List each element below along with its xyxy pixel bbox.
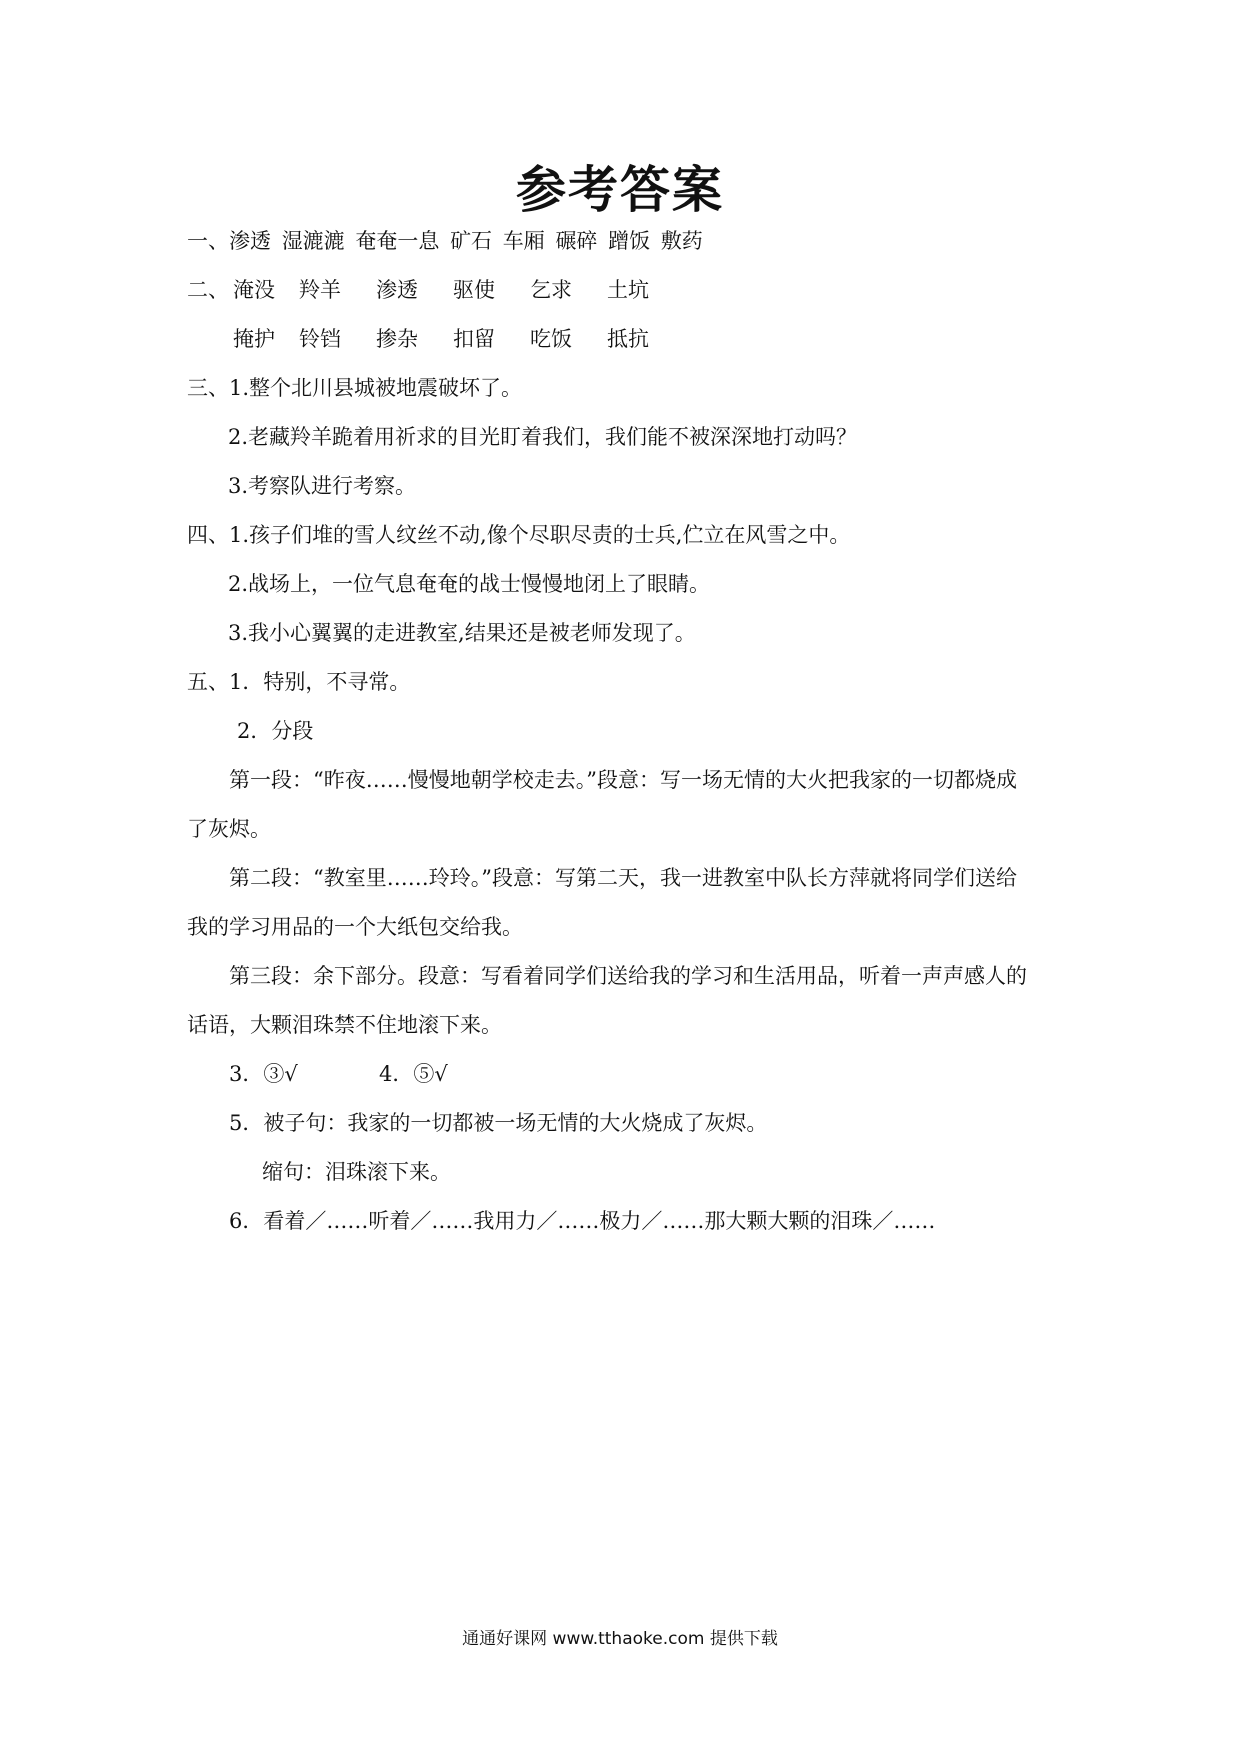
section-2-row-1 (187, 275, 649, 305)
answer-text: 1.整个北川县城被地震破坏了。 (229, 376, 523, 400)
word: 湿漉漉 (281, 229, 345, 253)
section-3-item-2: 2.老藏羚羊跪着用祈求的目光盯着我们，我们能不被深深地打动吗？ (228, 425, 858, 449)
section-3-item-1 (187, 373, 522, 403)
section-4-number: 四、 (187, 523, 229, 547)
page-title: 参考答案 (516, 161, 724, 219)
section-3-number: 三、 (187, 376, 229, 400)
paragraph-1-line-1: 第一段：“昨夜……慢慢地朝学校走去。”段意：写一场无情的大火把我家的一切都烧成 (229, 768, 1017, 792)
word: 渗透 (376, 278, 418, 302)
word: 羚羊 (299, 278, 341, 302)
section-4-item-3: 3.我小心翼翼的走进教室,结果还是被老师发现了。 (228, 621, 696, 645)
word: 土坑 (607, 278, 649, 302)
section-5-item-1 (187, 667, 410, 697)
section-5-item-2: 2．分段 (237, 719, 314, 743)
section-5-number: 五、 (187, 670, 229, 694)
word: 渗透 (229, 229, 271, 253)
paragraph-2-line-2: 我的学习用品的一个大纸包交给我。 (187, 915, 523, 939)
word: 吃饭 (530, 327, 572, 351)
answer-item-4: 4．⑤√ (379, 1062, 448, 1086)
section-1 (187, 226, 703, 256)
word: 敷药 (660, 229, 703, 253)
footer-credit: 通通好课网 www.tthaoke.com 提供下载 (462, 1629, 778, 1649)
word: 淹没 (233, 278, 275, 302)
section-5-item-3-4 (229, 1059, 448, 1089)
word: 蹭饭 (608, 229, 651, 253)
word: 碾碎 (555, 229, 598, 253)
word: 铃铛 (299, 327, 341, 351)
paragraph-3-line-2: 话语，大颗泪珠禁不住地滚下来。 (187, 1013, 502, 1037)
answer-item-3: 3．③√ (229, 1062, 298, 1086)
word: 车厢 (502, 229, 545, 253)
word: 掩护 (233, 327, 275, 351)
paragraph-3-line-1: 第三段：余下部分。段意：写看着同学们送给我的学习和生活用品，听着一声声感人的 (229, 964, 1027, 988)
section-5-item-5-short: 缩句：泪珠滚下来。 (262, 1160, 451, 1184)
section-3-item-3: 3.考察队进行考察。 (228, 474, 417, 498)
paragraph-1-line-2: 了灰烬。 (187, 817, 271, 841)
section-5-item-5: 5．被子句：我家的一切都被一场无情的大火烧成了灰烬。 (229, 1111, 768, 1135)
section-2-row-2 (233, 324, 649, 354)
word: 乞求 (530, 278, 572, 302)
section-4-item-2: 2.战场上，一位气息奄奄的战士慢慢地闭上了眼睛。 (228, 572, 711, 596)
word: 掺杂 (376, 327, 418, 351)
word: 驱使 (453, 278, 495, 302)
section-1-number: 一、 (187, 229, 229, 253)
answer-text: 1.孩子们堆的雪人纹丝不动,像个尽职尽责的士兵,伫立在风雪之中。 (229, 523, 851, 547)
word: 扣留 (453, 327, 495, 351)
word: 奄奄一息 (355, 229, 440, 253)
section-5-item-6: 6．看着／……听着／……我用力／……极力／……那大颗大颗的泪珠／…… (229, 1209, 936, 1233)
word: 矿石 (450, 229, 493, 253)
section-4-item-1 (187, 520, 850, 550)
section-2-number: 二、 (187, 278, 229, 302)
answer-text: 1．特别，不寻常。 (229, 670, 411, 694)
paragraph-2-line-1: 第二段：“教室里……玲玲。”段意：写第二天，我一进教室中队长方萍就将同学们送给 (229, 866, 1017, 890)
word: 抵抗 (607, 327, 649, 351)
